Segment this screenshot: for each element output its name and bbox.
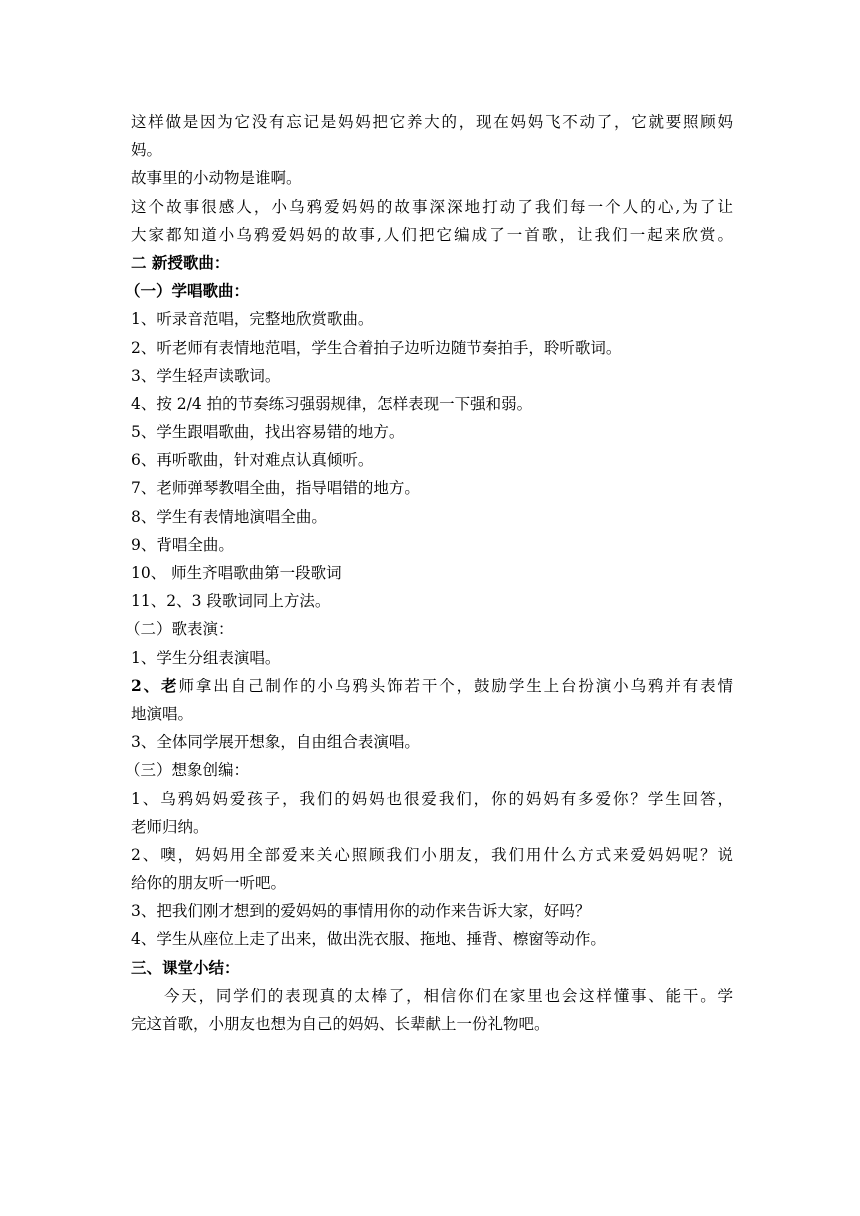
list-item: 8、学生有表情地演唱全曲。 — [131, 507, 327, 526]
list-item: 1、乌鸦妈妈爱孩子，我们的妈妈也很爱我们，你的妈妈有多爱你？学生回答， — [131, 789, 733, 808]
list-item-continuation: 给你的朋友听一听吧。 — [131, 874, 287, 893]
list-item: 2、噢，妈妈用全部爱来关心照顾我们小朋友，我们用什么方式来爱妈妈呢？说 — [131, 845, 733, 864]
paragraph-line: 完这首歌，小朋友也想为自己的妈妈、长辈献上一份礼物吧。 — [131, 1015, 550, 1033]
subsection-heading: （三）想象创编： — [125, 761, 250, 780]
list-item: 9、背唱全曲。 — [131, 535, 234, 554]
list-item: 2、听老师有表情地范唱，学生合着拍子边听边随节奏拍手，聆听歌词。 — [131, 338, 622, 357]
list-item: 4、按 2/4 拍的节奏练习强弱规律，怎样表现一下强和弱。 — [131, 394, 533, 413]
list-item: 11、2、3 段歌词同上方法。 — [131, 592, 331, 611]
list-item: 4、学生从座位上走了出来，做出洗衣服、拖地、捶背、檫窗等动作。 — [131, 930, 606, 949]
list-item: 7、老师弹琴教唱全曲，指导唱错的地方。 — [131, 479, 420, 498]
document-body — [125, 108, 733, 1038]
list-item: 1、听录音范唱，完整地欣赏歌曲。 — [131, 310, 374, 329]
list-item: 5、学生跟唱歌曲，找出容易错的地方。 — [131, 423, 405, 442]
section-heading: 三、课堂小结： — [131, 957, 240, 977]
list-item: 3、把我们刚才想到的爱妈妈的事情用你的动作来告诉大家，好吗？ — [131, 902, 591, 921]
list-item-continuation: 老师归纳。 — [131, 817, 209, 836]
paragraph-line: 故事里的小动物是谁啊。 — [131, 169, 302, 188]
list-item: 6、再听歌曲，针对难点认真倾听。 — [131, 451, 374, 470]
subsection-heading: （一）学唱歌曲： — [125, 281, 250, 301]
list-item — [131, 672, 733, 700]
subsection-heading: （二）歌表演： — [125, 620, 234, 639]
list-item-continuation: 地演唱。 — [131, 704, 194, 723]
list-item: 3、学生轻声读歌词。 — [131, 366, 281, 385]
list-item: 10、 师生齐唱歌曲第一段歌词 — [131, 564, 342, 582]
list-item: 3、全体同学展开想象，自由组合表演唱。 — [131, 733, 420, 752]
list-item-text: 师拿出自己制作的小乌鸦头饰若干个，鼓励学生上台扮演小乌鸦并有表情 — [178, 676, 733, 695]
list-item: 1、学生分组表演唱。 — [131, 648, 281, 667]
paragraph-line: 这样做是因为它没有忘记是妈妈把它养大的，现在妈妈飞不动了，它就要照顾妈 — [131, 113, 733, 131]
list-item-lead: 2、老 — [131, 675, 179, 695]
section-heading: 二 新授歌曲： — [131, 252, 230, 272]
paragraph-line: 大家都知道小乌鸦爱妈妈的故事,人们把它编成了一首歌，让我们一起来欣赏。 — [131, 225, 733, 244]
paragraph-line: 今天，同学们的表现真的太棒了，相信你们在家里也会这样懂事、能干。学 — [164, 986, 733, 1005]
paragraph-line: 这个故事很感人，小乌鸦爱妈妈的故事深深地打动了我们每一个人的心,为了让 — [131, 197, 733, 216]
paragraph-line: 妈。 — [131, 141, 163, 160]
